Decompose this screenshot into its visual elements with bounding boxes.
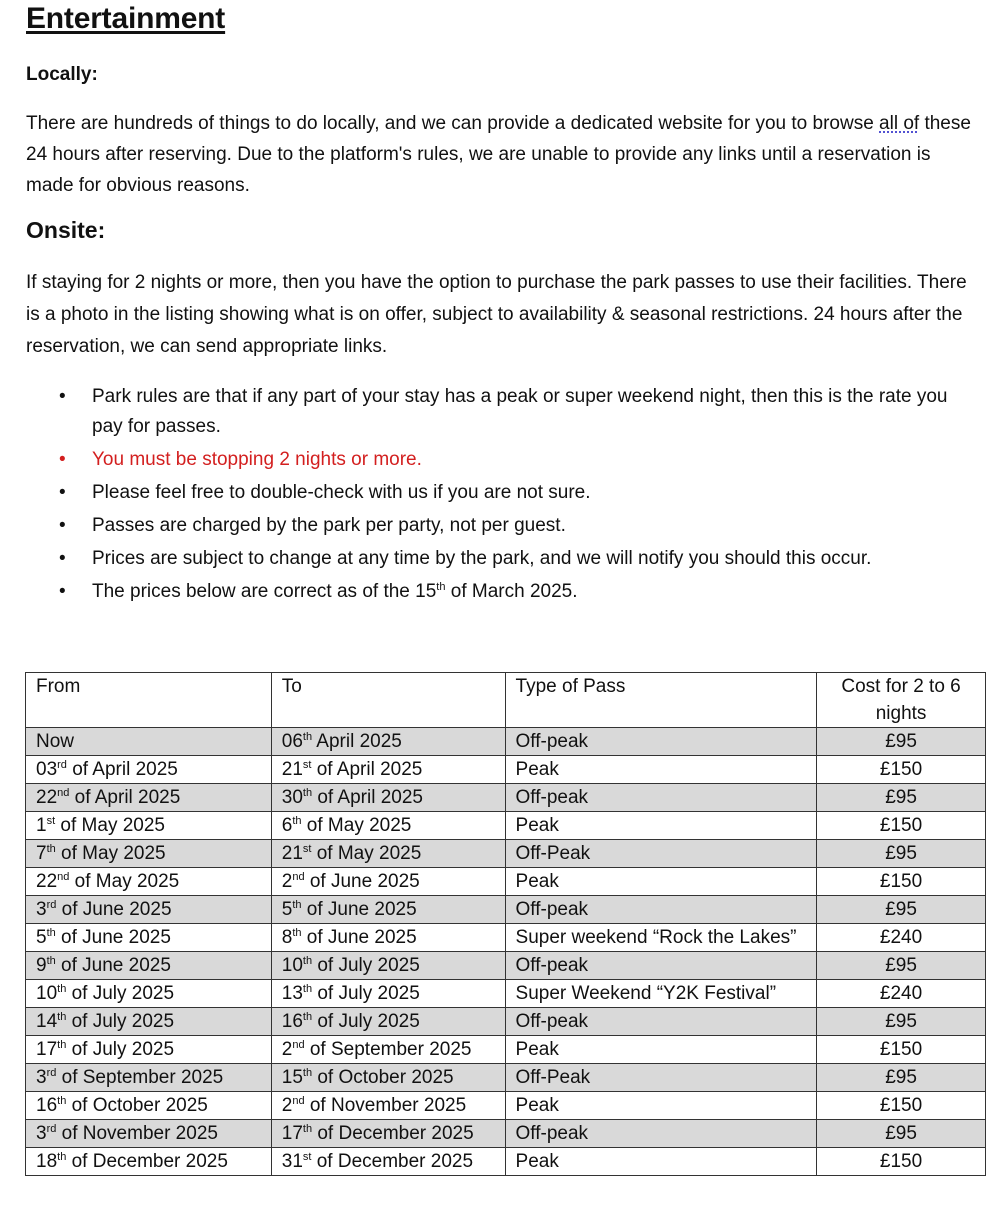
date-day: Now — [36, 731, 75, 752]
date-rest: of July 2025 — [66, 1039, 175, 1060]
ordinal-suffix: th — [302, 1011, 313, 1023]
cell-from — [26, 1064, 272, 1092]
cell-to — [271, 840, 505, 868]
date-day: 3 — [36, 899, 47, 920]
cell-from — [26, 924, 272, 952]
list-item — [26, 382, 976, 442]
cell-from — [26, 868, 272, 896]
cell-to — [271, 896, 505, 924]
cell-to — [271, 1148, 505, 1176]
ordinal-suffix: st — [302, 1151, 312, 1163]
cell-cost: £95 — [817, 1064, 986, 1092]
cell-from — [26, 840, 272, 868]
ordinal-suffix: st — [302, 759, 312, 771]
onsite-paragraph: If staying for 2 nights or more, then you have the option to purchase the park passes to use their facilities. There is a photo in the listing showing what is on offer, subject to availability & seasonal restrictions. 24 hours after the reservation, we can send appropriate links. — [26, 272, 967, 357]
ordinal-suffix: th — [57, 1151, 67, 1163]
cell-cost: £95 — [817, 784, 986, 812]
cell-from — [26, 784, 272, 812]
date-day: 13 — [281, 983, 303, 1004]
ordinal-suffix: rd — [57, 759, 67, 771]
onsite-heading: Onsite: — [26, 217, 106, 243]
cell-to — [271, 756, 505, 784]
cell-to — [271, 1064, 505, 1092]
list-item — [26, 544, 976, 574]
date-rest: of June 2025 — [55, 955, 171, 976]
ordinal-suffix: th — [302, 731, 313, 743]
date-day: 10 — [281, 955, 303, 976]
cell-type: Off-peak — [505, 896, 817, 924]
date-day: 10 — [36, 983, 58, 1004]
date-rest: of May 2025 — [311, 843, 422, 864]
bullet-icon: • — [59, 548, 66, 569]
list-item — [26, 577, 976, 607]
date-day: 17 — [36, 1039, 58, 1060]
table-row — [26, 1120, 986, 1148]
cell-from — [26, 728, 272, 756]
cell-cost: £95 — [817, 1120, 986, 1148]
cell-type: Peak — [505, 1148, 817, 1176]
cell-cost: £95 — [817, 728, 986, 756]
list-item-text: Prices are subject to change at any time by the park, and we will notify you should this occur. — [92, 548, 872, 569]
date-rest: of June 2025 — [304, 871, 420, 892]
ordinal-suffix: nd — [57, 871, 70, 883]
ordinal-suffix: st — [46, 815, 56, 827]
list-item-text: Passes are charged by the park per party, not per guest. — [92, 515, 566, 536]
cell-type: Super weekend “Rock the Lakes” — [505, 924, 817, 952]
table-row — [26, 952, 986, 980]
date-day: 15 — [281, 1067, 303, 1088]
column-header-from: From — [26, 673, 272, 728]
cell-to — [271, 980, 505, 1008]
list-item-text: of March 2025. — [445, 581, 578, 602]
cell-from — [26, 1120, 272, 1148]
date-day: 21 — [281, 759, 303, 780]
cell-to — [271, 1008, 505, 1036]
date-day: 30 — [281, 787, 303, 808]
ordinal-suffix: th — [302, 1067, 313, 1079]
table-row — [26, 840, 986, 868]
date-rest: of October 2025 — [66, 1095, 208, 1116]
list-item — [26, 511, 976, 541]
page-title: Entertainment — [26, 2, 226, 35]
date-rest: of April 2025 — [69, 787, 181, 808]
table-row — [26, 1092, 986, 1120]
date-rest: of December 2025 — [66, 1151, 228, 1172]
date-day: 8 — [281, 927, 293, 948]
date-rest: of July 2025 — [312, 983, 420, 1004]
table-row — [26, 1036, 986, 1064]
date-rest: of October 2025 — [312, 1067, 454, 1088]
table-row — [26, 980, 986, 1008]
date-rest: of May 2025 — [301, 815, 412, 836]
date-rest: April 2025 — [312, 731, 402, 752]
cell-cost: £95 — [817, 896, 986, 924]
ordinal-suffix: th — [302, 955, 313, 967]
bullet-icon: • — [59, 515, 66, 536]
cell-cost: £240 — [817, 980, 986, 1008]
date-rest: of December 2025 — [311, 1151, 474, 1172]
list-item-text: The prices below are correct as of the 15 — [92, 581, 437, 602]
cell-type: Peak — [505, 1092, 817, 1120]
date-rest: of September 2025 — [304, 1039, 472, 1060]
date-day: 06 — [281, 731, 303, 752]
date-day: 17 — [281, 1123, 303, 1144]
ordinal-suffix: nd — [292, 1039, 305, 1051]
date-rest: of November 2025 — [304, 1095, 467, 1116]
ordinal-suffix: th — [57, 1011, 67, 1023]
cell-type: Off-peak — [505, 952, 817, 980]
ordinal-suffix: nd — [292, 871, 305, 883]
date-day: 31 — [281, 1151, 303, 1172]
pass-price-table — [25, 672, 986, 1176]
table-row — [26, 728, 986, 756]
cell-from — [26, 1008, 272, 1036]
cell-to — [271, 868, 505, 896]
cell-cost: £95 — [817, 1008, 986, 1036]
table-header-row — [26, 673, 986, 728]
table-row — [26, 812, 986, 840]
cell-from — [26, 1092, 272, 1120]
cell-from — [26, 952, 272, 980]
ordinal-suffix: th — [46, 927, 56, 939]
ordinal-suffix: th — [57, 1039, 67, 1051]
date-rest: of June 2025 — [56, 899, 172, 920]
cell-type: Peak — [505, 756, 817, 784]
table-row — [26, 756, 986, 784]
date-rest: of April 2025 — [311, 759, 423, 780]
date-rest: of July 2025 — [66, 983, 175, 1004]
list-item — [26, 445, 976, 475]
date-day: 6 — [281, 815, 293, 836]
date-rest: of April 2025 — [312, 787, 423, 808]
bullet-icon: • — [59, 449, 66, 470]
cell-type: Off-peak — [505, 1008, 817, 1036]
cell-to — [271, 1092, 505, 1120]
cell-to — [271, 812, 505, 840]
date-rest: of December 2025 — [312, 1123, 474, 1144]
cell-type: Off-peak — [505, 728, 817, 756]
table-body — [26, 728, 986, 1176]
ordinal-suffix: th — [292, 927, 302, 939]
table-row — [26, 896, 986, 924]
date-day: 03 — [36, 759, 58, 780]
table-row — [26, 1148, 986, 1176]
date-day: 7 — [36, 843, 47, 864]
date-rest: of June 2025 — [55, 927, 171, 948]
date-day: 2 — [281, 1039, 293, 1060]
date-rest: of May 2025 — [55, 815, 165, 836]
cell-to — [271, 1036, 505, 1064]
cell-type: Off-peak — [505, 784, 817, 812]
cell-to — [271, 784, 505, 812]
column-header-type: Type of Pass — [505, 673, 817, 728]
ordinal-suffix: th — [302, 787, 313, 799]
cell-cost: £150 — [817, 812, 986, 840]
date-day: 22 — [36, 871, 58, 892]
date-day: 2 — [281, 1095, 293, 1116]
date-day: 18 — [36, 1151, 58, 1172]
ordinal-suffix: rd — [46, 899, 57, 911]
ordinal-suffix: th — [57, 1095, 67, 1107]
table-row — [26, 1008, 986, 1036]
locally-text-part-1: There are hundreds of things to do locally, and we can provide a dedicated website for you to browse — [26, 113, 880, 134]
cell-cost: £150 — [817, 868, 986, 896]
date-day: 1 — [36, 815, 47, 836]
date-rest: of July 2025 — [66, 1011, 175, 1032]
cell-to — [271, 924, 505, 952]
ordinal-suffix: rd — [46, 1067, 57, 1079]
cell-cost: £150 — [817, 756, 986, 784]
bullet-icon: • — [59, 482, 66, 503]
date-day: 5 — [36, 927, 47, 948]
bullet-icon: • — [59, 581, 66, 602]
locally-text-part-2: these 24 hours after reserving. Due to the platform's rules, we are unable to provide any links until a reservation is made for obvious reasons. — [26, 113, 971, 196]
cell-from — [26, 1036, 272, 1064]
ordinal-suffix: th — [436, 581, 446, 593]
cell-to — [271, 952, 505, 980]
cell-from — [26, 756, 272, 784]
column-header-cost: Cost for 2 to 6 nights — [817, 673, 986, 728]
date-rest: of June 2025 — [301, 899, 417, 920]
date-rest: of July 2025 — [312, 1011, 420, 1032]
bullet-icon: • — [59, 386, 66, 407]
date-rest: of November 2025 — [56, 1123, 218, 1144]
pass-rules-list — [26, 382, 976, 610]
cell-cost: £95 — [817, 840, 986, 868]
grammar-flagged-text: all of — [879, 113, 920, 134]
date-rest: of September 2025 — [56, 1067, 224, 1088]
ordinal-suffix: st — [302, 843, 312, 855]
date-day: 3 — [36, 1123, 47, 1144]
date-day: 5 — [281, 899, 293, 920]
date-rest: of April 2025 — [66, 759, 178, 780]
date-day: 16 — [36, 1095, 58, 1116]
ordinal-suffix: nd — [292, 1095, 305, 1107]
ordinal-suffix: th — [292, 899, 302, 911]
ordinal-suffix: th — [46, 955, 56, 967]
cell-from — [26, 896, 272, 924]
ordinal-suffix: th — [57, 983, 67, 995]
date-rest: of May 2025 — [69, 871, 180, 892]
date-rest: of July 2025 — [312, 955, 420, 976]
date-day: 2 — [281, 871, 293, 892]
ordinal-suffix: nd — [57, 787, 70, 799]
list-item-text: Park rules are that if any part of your stay has a peak or super weekend night, then this is the rate you pay for passes. — [92, 386, 948, 437]
date-day: 22 — [36, 787, 58, 808]
cell-cost: £240 — [817, 924, 986, 952]
ordinal-suffix: th — [302, 1123, 313, 1135]
cell-from — [26, 980, 272, 1008]
cell-cost: £95 — [817, 952, 986, 980]
list-item-text: Please feel free to double-check with us if you are not sure. — [92, 482, 591, 503]
cell-from — [26, 1148, 272, 1176]
cell-type: Peak — [505, 812, 817, 840]
cell-cost: £150 — [817, 1092, 986, 1120]
cell-from — [26, 812, 272, 840]
cell-cost: £150 — [817, 1148, 986, 1176]
cell-to — [271, 1120, 505, 1148]
date-rest: of June 2025 — [301, 927, 417, 948]
table-row — [26, 924, 986, 952]
table-row — [26, 1064, 986, 1092]
date-day: 9 — [36, 955, 47, 976]
date-day: 3 — [36, 1067, 47, 1088]
ordinal-suffix: th — [292, 815, 302, 827]
cell-type: Off-Peak — [505, 1064, 817, 1092]
date-day: 16 — [281, 1011, 303, 1032]
cell-type: Off-peak — [505, 1120, 817, 1148]
cell-cost: £150 — [817, 1036, 986, 1064]
date-day: 21 — [281, 843, 303, 864]
locally-paragraph — [26, 108, 976, 201]
list-item-text: You must be stopping 2 nights or more. — [92, 449, 422, 470]
ordinal-suffix: th — [302, 983, 313, 995]
locally-heading: Locally: — [26, 64, 98, 85]
ordinal-suffix: rd — [46, 1123, 57, 1135]
cell-type: Off-Peak — [505, 840, 817, 868]
date-day: 14 — [36, 1011, 58, 1032]
cell-type: Peak — [505, 1036, 817, 1064]
cell-to — [271, 728, 505, 756]
cell-type: Peak — [505, 868, 817, 896]
ordinal-suffix: th — [46, 843, 56, 855]
column-header-to: To — [271, 673, 505, 728]
list-item — [26, 478, 976, 508]
table-row — [26, 784, 986, 812]
cell-type: Super Weekend “Y2K Festival” — [505, 980, 817, 1008]
date-rest: of May 2025 — [55, 843, 166, 864]
table-row — [26, 868, 986, 896]
